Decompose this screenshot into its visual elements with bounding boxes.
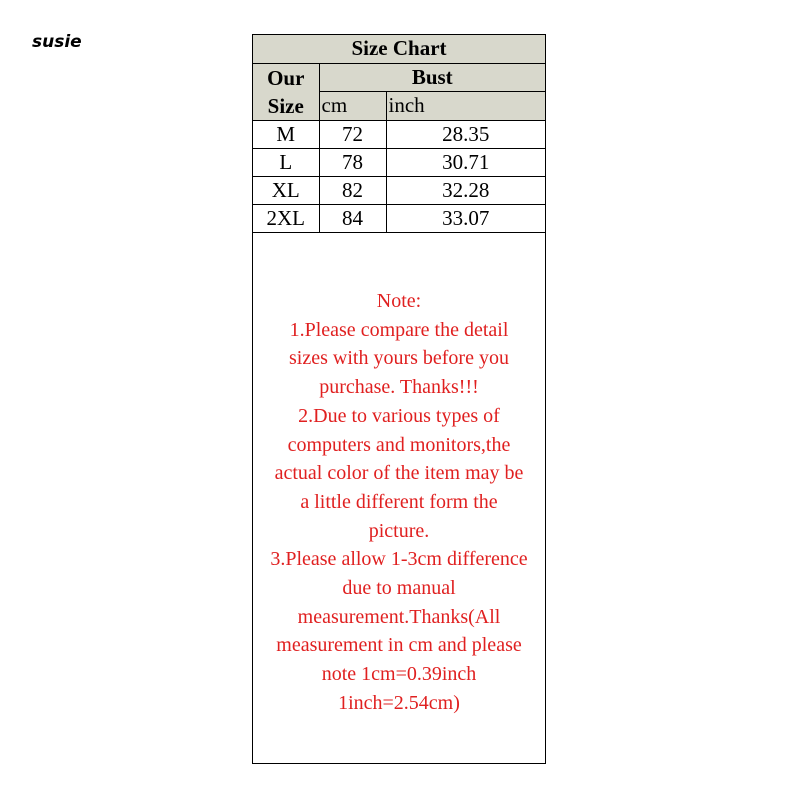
size-header-line1: Our [267, 65, 305, 90]
size-table [253, 35, 545, 233]
inch-cell: 28.35 [386, 120, 545, 148]
note-line: Note: [376, 290, 422, 312]
size-note [253, 287, 545, 718]
note-line: actual color of the item may be [274, 462, 524, 485]
note-line: a little different form the [300, 490, 498, 513]
unit-cm-header: cm [319, 92, 386, 121]
inch-cell: 33.07 [386, 204, 545, 232]
table-row [253, 148, 545, 176]
note-line: 3.Please allow 1-3cm difference [270, 548, 528, 571]
note-line: measurement in cm and please [276, 634, 522, 657]
size-header-line2: Size [267, 93, 304, 118]
note-line: measurement.Thanks(All [297, 605, 501, 628]
inch-cell: 30.71 [386, 148, 545, 176]
size-cell: 2XL [253, 204, 319, 232]
cm-cell: 72 [319, 120, 386, 148]
note-line: 2.Due to various types of [298, 404, 500, 427]
cm-cell: 78 [319, 148, 386, 176]
note-line: picture. [368, 519, 430, 542]
table-row [253, 176, 545, 204]
size-cell: L [253, 148, 319, 176]
size-cell: XL [253, 176, 319, 204]
inch-cell: 32.28 [386, 176, 545, 204]
cm-cell: 84 [319, 204, 386, 232]
size-cell: M [253, 120, 319, 148]
note-line: note 1cm=0.39inch [321, 663, 477, 686]
table-row [253, 120, 545, 148]
size-column-header [253, 63, 319, 120]
note-line: sizes with yours before you [289, 347, 509, 370]
cm-cell: 82 [319, 176, 386, 204]
table-row [253, 204, 545, 232]
brand-watermark: susie [32, 32, 82, 52]
note-line: 1.Please compare the detail [289, 318, 509, 341]
note-line: 1inch=2.54cm) [338, 691, 460, 714]
note-line: purchase. Thanks!!! [319, 376, 479, 399]
size-chart-title: Size Chart [253, 35, 545, 63]
note-line: computers and monitors,the [287, 433, 511, 456]
size-chart [252, 34, 546, 764]
bust-column-header: Bust [319, 63, 545, 92]
unit-inch-header: inch [386, 92, 545, 121]
note-line: due to manual [342, 577, 456, 600]
